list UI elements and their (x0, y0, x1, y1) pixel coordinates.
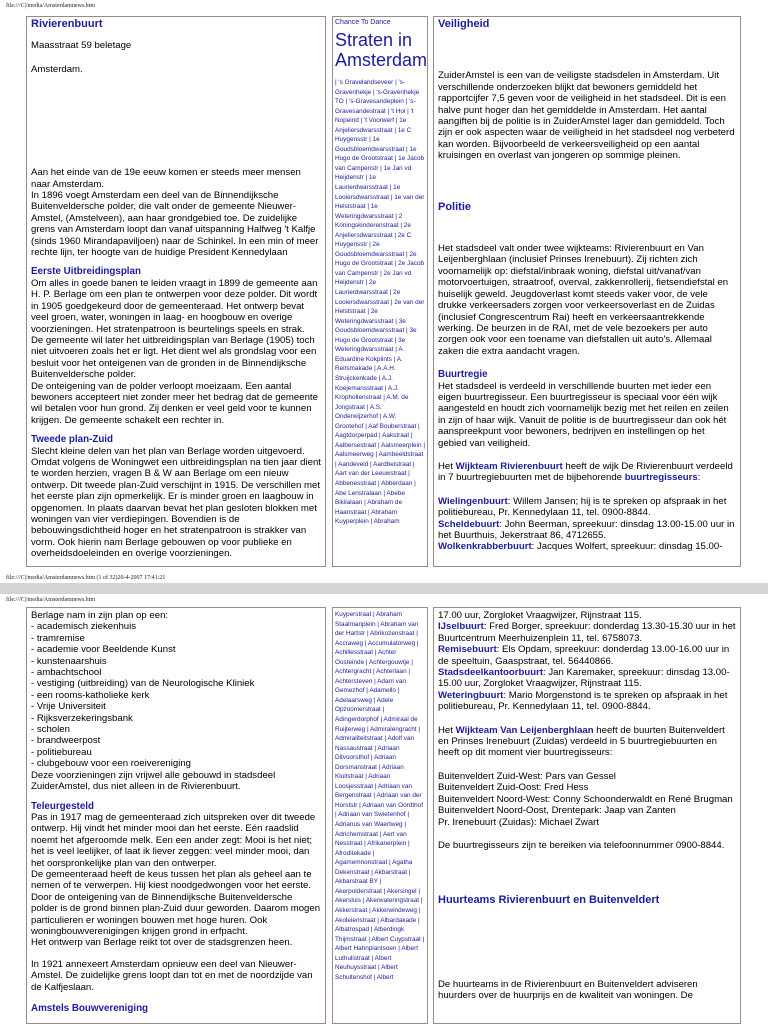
regie-continuation: 17.00 uur, Zorgloket Vraagwijzer, Rijnstraat 115. (438, 610, 642, 621)
list-item: - academie voor Beeldende Kunst (31, 644, 176, 656)
regie-buurt-name: Weteringbuurt (438, 689, 504, 701)
list-item: - ambachtschool (31, 667, 102, 679)
section-title-teleurgesteld: Teleurgesteld (31, 800, 94, 812)
list-item: - tramremise (31, 632, 85, 644)
buitenveldert-entry: Buitenveldert Zuid-Oost: Fred Hess (438, 782, 589, 794)
regie-buurt-name: IJselbuurt (438, 621, 484, 633)
left-column (26, 607, 326, 1024)
buitenveldert-entry: Pr. Irenebuurt (Zuidas): Michael Zwart (438, 816, 600, 828)
wijkteam-paragraph: Het Wijkteam Rivierenbuurt heeft de wijk De Rivierenbuurt verdeeld in 7 buurtregiebuurten met de bijbehorende buurtregisseurs: (438, 460, 733, 484)
body-paragraph: De onteigening van de polder verloopt moeizaam. Een aantal bewoners accepteert niet zonder meer het bedrag dat de gemeente wil betalen voor hun grond. Zij denken er veel geld voor te kunnen krijgen. De gemeente schakelt een rechter in. (31, 380, 318, 426)
list-item: - een rooms-katholieke kerk (31, 689, 150, 701)
section-title-veiligheid: Veiligheid (438, 18, 490, 30)
section-title-buurtregie: Buurtregie (438, 369, 488, 381)
running-footer: file:///C|/media/Amsterdamnews.htm (1 of 32)20-4-2007 17:41:21 (6, 575, 166, 581)
regie-buurt-name: Remisebuurt (438, 644, 497, 656)
list-item: - academisch ziekenhuis (31, 621, 137, 633)
body-paragraph: Pas in 1917 mag de gemeenteraad zich uitspreken over dit tweede ontwerp. Hij vindt het minder mooi dan het eerste. Eén raadslid noemt het afgeroomde melk. Een een ander zegt: Mooi is het niet; het is veel leelijker, of laat ik liever zeggen: veel minder mooi, dan het oorspronkelijke plan van den ontwerper. (31, 811, 316, 869)
page-separator (0, 583, 768, 594)
middle-column (332, 16, 428, 567)
list-item: - kunstenaarshuis (31, 655, 107, 667)
list-item: - Vrije Universiteit (31, 701, 106, 713)
regie-entry: Weteringbuurt: Mario Morgenstond is te spreken op afspraak in het politiebureau, Pr. Kennedylaan 11, tel. 0900-8844. (438, 689, 728, 713)
regie-entry: IJselbuurt: Fred Borger, spreekuur: donderdag 13.30-15.30 uur in het Buurtcentrum Meerhuizenplein 11, tel. 6758073. (438, 621, 736, 644)
regie-buurt-name: Stadsdeelkantoorbuurt (438, 667, 544, 679)
right-column (433, 16, 741, 567)
buurtregisseurs-link[interactable]: buurtregisseurs (624, 472, 698, 484)
wijkteam-rivierenbuurt-link[interactable]: Wijkteam Rivierenbuurt (455, 460, 563, 472)
streets-title: Straten in Amsterdam (335, 30, 428, 70)
facility-list (31, 621, 321, 769)
section-title-tweede-plan-zuid: Tweede plan-Zuid (31, 434, 114, 446)
regie-buurt-name: Scheldebuurt (438, 518, 500, 530)
list-item: - vestiging (uitbreiding) van de Neurologische Kliniek (31, 678, 255, 690)
city-line: Amsterdam. (31, 63, 83, 75)
document-page-2 (0, 594, 768, 1024)
list-item: - scholen (31, 724, 70, 736)
regie-entry: Wolkenkrabberbuurt: Jacques Wolfert, spreekuur: dinsdag 15.00- (438, 541, 723, 553)
wijkteam-van-leijenberghlaan-link[interactable]: Wijkteam Van Leijenberghlaan (455, 724, 594, 736)
buitenveldert-entry: Buitenveldert Noord-West: Conny Schoonderwaldt en René Brugman (438, 793, 733, 805)
safety-paragraph: ZuiderAmstel is een van de veiligste stadsdelen in Amsterdam. Uit verschillende onderzoeken blijkt dat bewoners gemiddeld het rapportcijfer 7,5 geven voor de veiligheid in het stadsdeel. Dit is een halve punt hoger dan het gemiddelde in Amsterdam. Het aantal aangiften bij de politie is in ZuiderAmstel lager dan gemiddeld. Toch zijn er ook aspecten waar de veiligheid in het stadsdeel nog verbeterd kan worden. Bijvoorbeeld de verkeersveiligheid op een aantal kruisingen en overlast van jongeren op sommige pleinen. (438, 70, 735, 162)
street-index-list: Kuyperstraat | Abraham Staalmanplein | Abraham van der Hartstr | Abrikozenstraat | Accraweg | Accumulatorweg | Achillesstraat | Achter Oosteinde | Achtergouwtje | Achtergracht | Achterlaan | Achtersteven | Adam van Gemezhof | Adamello | Adelaarsweg | Adele Opzoomerstraat | Adingerdorphof | Admiraal de Ruijterweg | Admiralengracht | Admiraliteitstraat | Adolf van Nassaustraat | Adriaan Ditvoorsthof | Adriaan Dorsmanstraat | Adriaan Kluitstraat | Adriaan Loosjesstraat | Adriaan van Bergenstraat | Adriaan van der Horststr | Adriaan van Oordthof | Adriaan van Swietenhof | Adrianus van Waertweg | Adrichemstraat | Aert van Nesstraat | Afrikanerplein | Afroditekade | Agamemnonstraat | Agatha Dekenstraat | Akbarstraat | Akbarstraat BY | Akerpolderstraat | Akersingel | Akersluis | Akerwateringstraat | Akkerstraat | Akkerwindeweg | Akoleienstraat | Albardakade | Albatrospad | Alberdingk Thijmstraat | Albert Cuypstraat | Albert Hahnplantsoen | Albert Luthulistraat | Albert Neuhuysstraat | Albert Schultenshof | Albert (335, 611, 425, 981)
buitenveldert-entry: Buitenveldert Zuid-West: Pars van Gessel (438, 770, 616, 782)
regie-entry: Scheldebuurt: John Beerman, spreekuur: dinsdag 13.00-15.00 uur in het Buurthuis, Jekerstraat 86, 4712655. (438, 518, 735, 541)
list-item: - clubgebouw voor een roeivereniging (31, 758, 191, 770)
police-paragraph: Het stadsdeel valt onder twee wijkteams: Rivierenbuurt en Van Leijenberghlaan (inclusief Prinses Irenebuurt). Zij richten zich voornamelijk op: diefstal/inbraak woning, diefstal uit/vanaf/van motorvoertuigen, straatroof, overval, zakkenrollerij, fietsendiefstal en huiselijk geweld. Jeugdoverlast komt steeds vaker voor, de vele drukke verkeersaders zorgen voor verkeersoverlast en de Zuidas (inclusief Congrescentrum Rai) heeft en verkeersaantrekkende werking. De beurzen in de RAI, met de vele bezoekers per auto zorgen ook voor een toename van diefstallen uit auto's. Allemaal zaken die extra aandacht vragen. (438, 243, 729, 357)
left-column (26, 16, 326, 567)
body-paragraph: De gemeente wil later het uitbreidingsplan van Berlage (1905) toch niet uitvoeren zoals het er ligt. Het dient wel als grondslag voor een besluit voor het onteigenen van de gronden in de Binnendijksche Buitenveldersche polder. (31, 334, 317, 381)
section-title-rivierenbuurt: Rivierenbuurt (31, 18, 103, 30)
list-item: - politiebureau (31, 746, 92, 758)
body-paragraph: In 1921 annexeert Amsterdam opnieuw een deel van Nieuwer-Amstel. De zuidelijke grens loopt dan tot en met de noordzijde van de Kalfjeslaan. (31, 958, 313, 993)
section-title-amstels-bouwvereniging: Amstels Bouwvereniging (31, 1003, 149, 1014)
wijkteam-paragraph: Het Wijkteam Van Leijenberghlaan heeft de buurten Buitenveldert en Prinses Irenebuurt (Zuidas) verdeeld in 5 buurtregiebuurten en heeft op dit moment vier buurtregisseurs: (438, 724, 725, 759)
right-column (433, 607, 741, 1024)
body-paragraph: Deze voorzieningen zijn vrijwel alle gebouwd in stadsdeel ZuiderAmstel, dus niet alleen in de Rivierenbuurt. (31, 769, 276, 793)
body-paragraph: Om alles in goede banen te leiden vraagt in 1899 de gemeente aan H. P. Berlage om een plan te ontwerpen voor deze polder. Dit wordt in 1905 goedgekeurd door de gemeenteraad. Het ontwerp bevat veel groen, water, woningen in laag- en hoogbouw en overige voorzieningen. Het stratenpatroon is beurtelings speels en strak. (31, 277, 318, 335)
section-title-politie: Politie (438, 200, 472, 213)
huurteams-paragraph: De huurteams in de Rivierenbuurt en Buitenveldert adviseren huurders over de huurprijs en de kwaliteit van woningen. De (438, 978, 698, 1002)
running-header: file:///C|/media/Amsterdamnews.htm (6, 597, 96, 603)
regie-buurt-name: Wielingenbuurt (438, 495, 508, 507)
intro-paragraph: Aan het einde van de 19e eeuw komen er steeds meer mensen naar Amsterdam. (31, 167, 301, 190)
phone-paragraph: De buurtregisseurs zijn te bereiken via telefoonnummer 0900-8844. (438, 839, 725, 851)
chance-to-dance-link[interactable]: Chance To Dance (335, 19, 391, 26)
regie-entry: Remisebuurt: Els Opdam, spreekuur: donderdag 13.00-16.00 uur in de speeltuin, Gaaspstraat, tel. 56440866. (438, 644, 730, 667)
regie-entry: Wielingenbuurt: Willem Jansen; hij is te spreken op afspraak in het politiebureau, Pr. Kennedylaan 11, tel. 0900-8844. (438, 495, 727, 519)
list-item: - Rijksverzekeringsbank (31, 712, 133, 724)
body-paragraph: De gemeenteraad heeft de keus tussen het plan als geheel aan te nemen of te verwerpen. Hij kiest noodgedwongen voor het eerste. Door de onteigening van de Binnendijksche Buitenveldersche polder is de grond binnen plan-Zuid duur geworden. Daarom mogen particulieren er woningen bouwen met hoge huren. Ook woningbouwverenigingen krijgen grond in erfpacht. (31, 868, 321, 937)
running-header: file:///C|/media/Amsterdamnews.htm (6, 3, 96, 9)
intro-paragraph: In 1896 voegt Amsterdam een deel van de Binnendijksche Buitenveldersche polder, die valt onder de gemeente Nieuwer-Amstel, (Amstelveen), aan haar grondgebied toe. De zuidelijke grens van Amsterdam loopt dan vanaf uitspanning Halfweg 't Kalfje (sinds 1960 Mirandapaviljoen) naar de Schinkel. In een min of meer rechte lijn, ter hoogte van de huidige President Kennedylaan (31, 190, 319, 259)
body-paragraph: Slecht kleine delen van het plan van Berlage worden uitgevoerd. Omdat volgens de Woningwet een uitbreidingsplan na tien jaar dient te worden herzien, vragen B & W aan Berlage om een nieuw ontwerp. Dit tweede plan-Zuid verschijnt in 1915. De verschillen met het eerste plan zijn opmerkelijk. Er is minder groen en laagbouw in opgenomen. In plaats daarvan bevat het plan gesloten blokken met woningen van vier verdiepingen. Bovendien is de bebouwingsdichtheid hoger en het stratenpatroon is strakker van vorm. Ook hierin nam Berlage gebouwen op voor publieke en overheidsdoeleinden en overige voorzieningen. (31, 445, 321, 560)
address-line: Maasstraat 59 beletage (31, 40, 132, 52)
regie-buurt-name: Wolkenkrabberbuurt (438, 541, 532, 553)
list-lead: Berlage nam in zijn plan op een: (31, 610, 169, 621)
street-index-list: | 's Gravelandseveer | 's-Gravenhekje | 's-Gravenhekje TO | 's-Gravesandeplein | 's-Gravesandestraat | 't Hol | 't Nopeind | 't Voorwerf | 1e Anjeliersdwarsstraat | 1e C Huygensstr | 1e Goudsbloemdwarsstraat | 1e Hugo de Grootstraat | 1e Jacob van Campenstr | 1e Jan vd Heijdenstr | 1e Laurierdwarsstraat | 1e Looiersdwarsstraat | 1e van der Helststraat | 1e Weteringdwarsstraat | 2 Koningskinderenstraat | 2e Anjeliersdwarsstraat | 2e C Huygensstr | 2e Goudsbloemdwarsstraat | 2e Hugo de Grootstraat | 2e Jacob van Campenstr | 2e Jan vd Heijdenstr | 2e Laurierdwarsstraat | 2e Looiersdwarsstraat | 2e van der Helststraat | 2e Weteringdwarsstraat | 3e Goudsbloemdwarsstraat | 3e Hugo de Grootstraat | 3e Weteringdwarsstraat | A Eduardine Kokplints | A. Reitsmakade | A.A.H. Struijckenkade | A.J. Koejemansstraat | A.J. Kropholleristraat | A.M. de Jongstraat | A.S. Onderwijzerhof | A.W. Grootehof | Aaf Bouberstraat | Aagtdorperpad | Aakstraat | Aalbersestraat | Aalsmeerplein | Aalsmeerweg | Aambeeldstraat | Aandeveld | Aardbeistraat | Aart van der Leeuwstraat | Abbenesstraat | Abberdaan | Abe Lenstralaan | Abebe Bikilalaan | Abraham de Haanstraat | Abraham Kuyperplein | Abraham (335, 79, 425, 526)
body-paragraph: Het ontwerp van Berlage reikt tot over de stadsgrenzen heen. (31, 937, 293, 949)
buurtregie-paragraph: Het stadsdeel is verdeeld in verschillende buurten met ieder een eigen buurtregisseur. Een buurtregisseur is speciaal voor één wijk aangesteld en houdt zich voornamelijk bezig met het reilen en zeilen in zijn of haar wijk. Vanuit de politie is de buurtregisseur dan ook hét aanspreekpunt voor bewoners, bedrijven en instellingen op het gebied van veiligheid. (438, 380, 729, 449)
middle-column (332, 607, 428, 1024)
regie-entry: Stadsdeelkantoorbuurt: Jan Karemaker, spreekuur: dinsdag 13.00-15.00 uur, Zorgloket Vraagwijzer, Rijnstraat 115. (438, 667, 730, 690)
buitenveldert-entry: Buitenveldert Noord-Oost, Drentepark: Jaap van Zanten (438, 805, 676, 817)
list-item: - brandweerpost (31, 735, 101, 747)
section-title-eerste-uitbreidingsplan: Eerste Uitbreidingsplan (31, 266, 141, 278)
section-title-huurteams: Huurteams Rivierenbuurt en Buitenveldert (438, 894, 660, 907)
